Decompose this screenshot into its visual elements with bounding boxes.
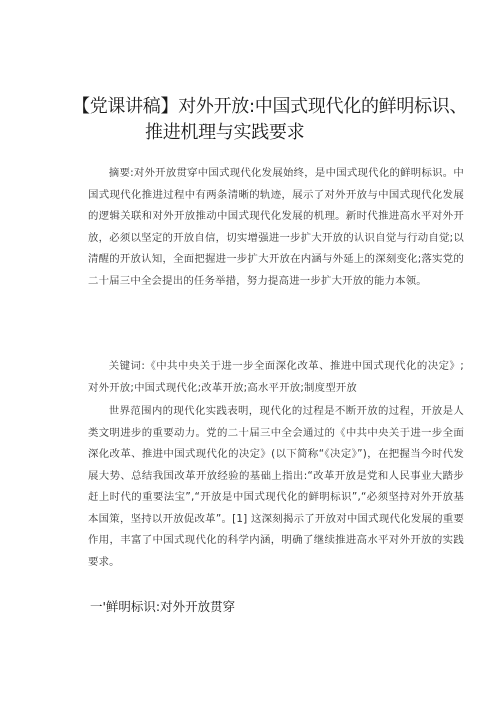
- document-title-line-2: 推进机理与实践要求: [145, 122, 305, 143]
- abstract-block: [88, 163, 464, 292]
- document-title-line-1: 【党课讲稿】对外开放:中国式现代化的鲜明标识、: [72, 96, 468, 117]
- main-text-block: [88, 401, 464, 573]
- abstract-paragraph: 摘要:对外开放贯穿中国式现代化发展始终，是中国式现代化的鲜明标识。中国式现代化推进过程中有两条清晰的轨迹，展示了对外开放与中国式现代化发展的逻辑关联和对外开放推动中国式现代化发展的机理。新时代推进高水平对外开放，必须以坚定的开放自信，切实增强进一步扩大开放的认识自觉与行动自觉;以清醒的开放认知，全面把握进一步扩大开放在内涵与外延上的深刻变化;落实党的二十届三中全会提出的任务举措，努力提高进一步扩大开放的能力本领。: [88, 167, 464, 287]
- body-paragraph: 世界范围内的现代化实践表明，现代化的过程是不断开放的过程，开放是人类文明进步的重要动力。党的二十届三中全会通过的《中共中央关于进一步全面深化改革、推进中国式现代化的决定》(以下简称“《决定》”)，在把握当今时代发展大势、总结我国改革开放经验的基础上指出:“改革开放是党和人民事业大踏步赶上时代的重要法宝”,“开放是中国式现代化的鲜明标识”,“必须坚持对外开放基本国策，坚持以开放促改革”。[1] 这深刻揭示了开放对中国式现代化发展的重要作用，丰富了中国式现代化的科学内涵，明确了继续推进高水平对外开放的实践要求。: [88, 405, 464, 568]
- keywords-block: [88, 356, 464, 399]
- keywords-paragraph: 关键词:《中共中央关于进一步全面深化改革、推进中国式现代化的决定》;对外开放;中国式现代化;改革开放;高水平开放;制度型开放: [88, 360, 464, 394]
- section-heading: 一'鲜明标识:对外开放贯穿: [90, 599, 236, 614]
